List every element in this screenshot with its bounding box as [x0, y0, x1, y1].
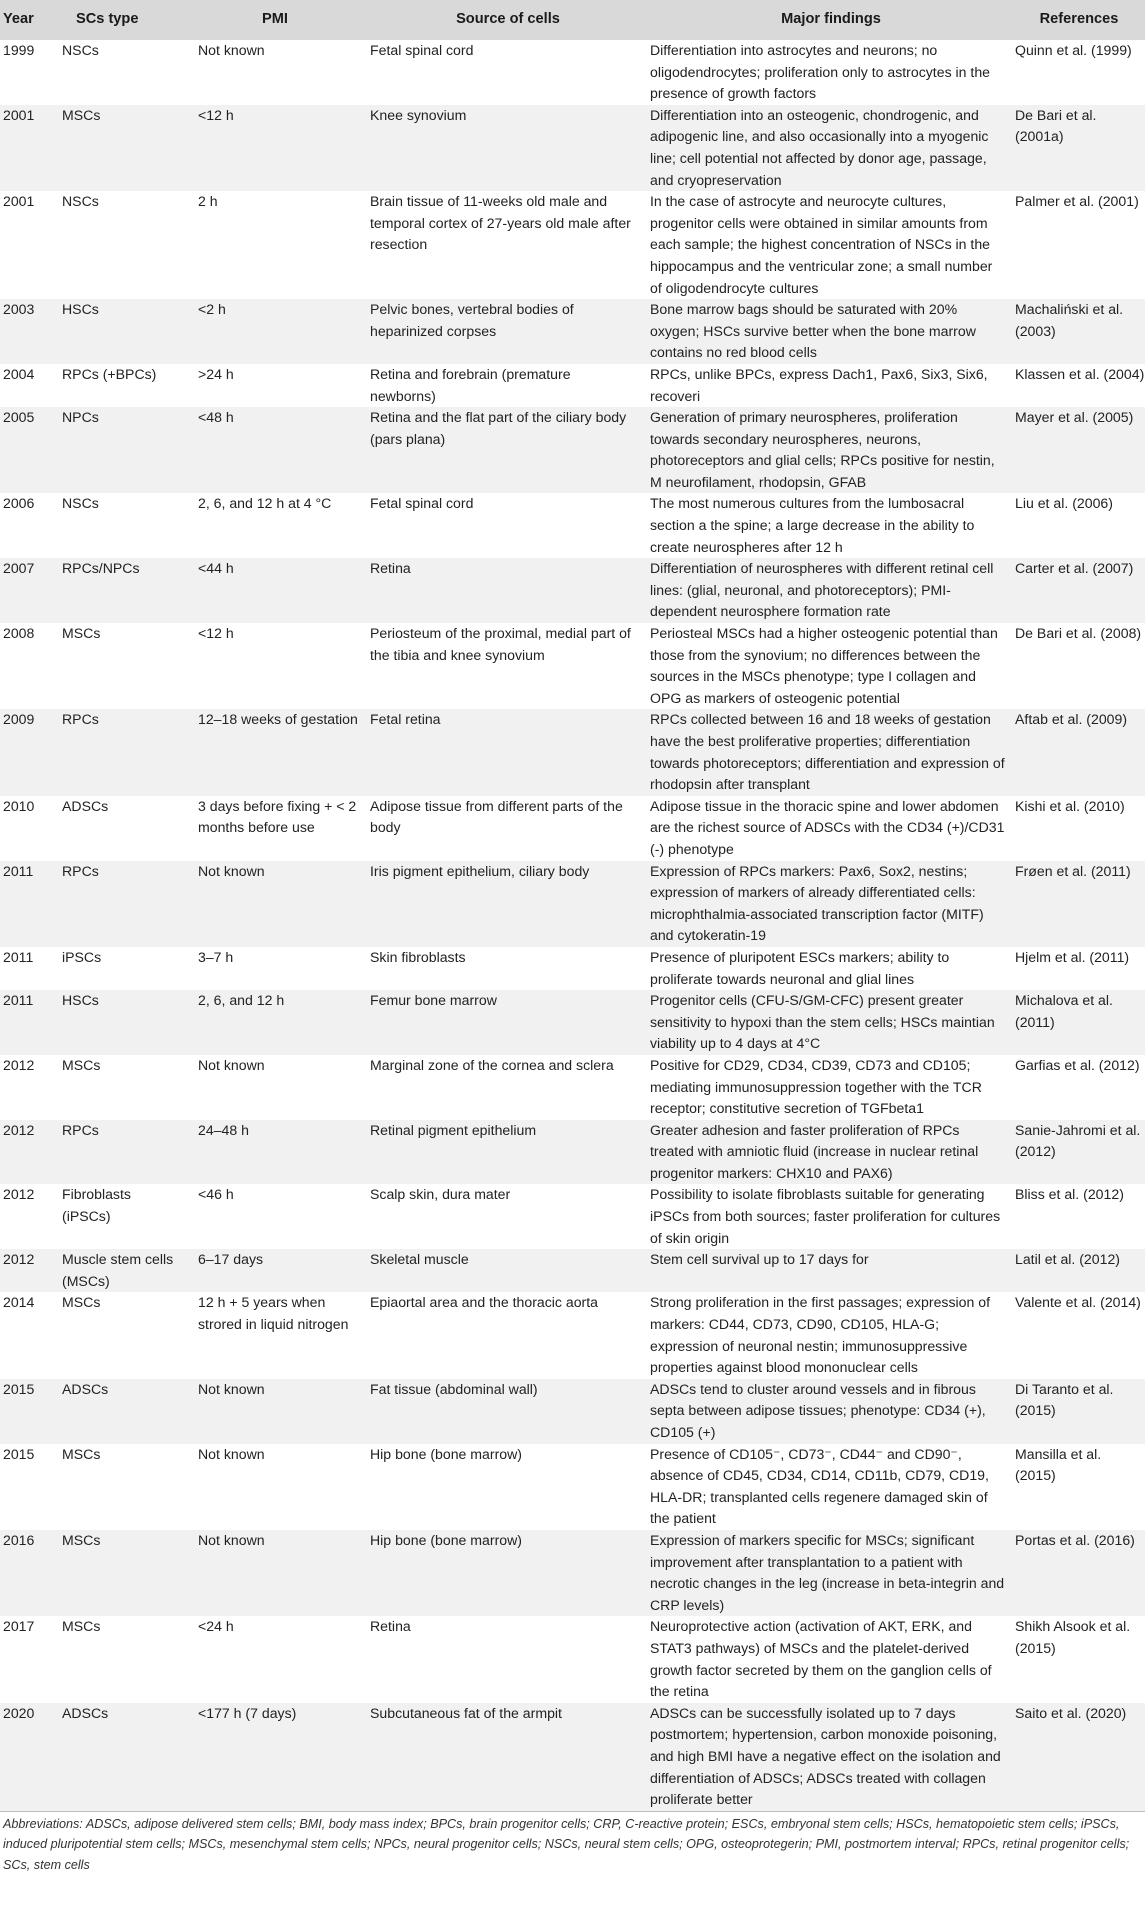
cell-year: 2003: [3, 301, 35, 318]
table-row: [0, 1444, 1145, 1530]
cell-reference: Saito et al. (2020): [1015, 1704, 1127, 1721]
cell-findings: RPCs, unlike BPCs, express Dach1, Pax6, Six3, Six6, recoveri: [650, 365, 988, 404]
cell-pmi: <12 h: [198, 625, 234, 642]
cell-scs-type: HSCs: [62, 301, 99, 318]
cell-findings: Neuroprotective action (activation of AKT, ERK, and STAT3 pathways) of MSCs and the platelet-derived growth factor secreted by them on the ganglion cells of the retina: [650, 1618, 992, 1700]
cell-reference: Mansilla et al. (2015): [1015, 1445, 1102, 1484]
cell-pmi: Not known: [198, 1531, 265, 1548]
cell-reference: Sanie-Jahromi et al. (2012): [1015, 1121, 1141, 1160]
cell-year: 2015: [3, 1380, 35, 1397]
cell-source: Fetal retina: [370, 711, 441, 728]
cell-scs-type: MSCs: [62, 1445, 101, 1462]
cell-source: Hip bone (bone marrow): [370, 1531, 522, 1548]
cell-reference: Hjelm et al. (2011): [1015, 948, 1130, 965]
cell-pmi: <24 h: [198, 1618, 234, 1635]
cell-scs-type: NSCs: [62, 495, 99, 512]
cell-reference: Shikh Alsook et al. (2015): [1015, 1618, 1131, 1656]
table-row: [0, 1616, 1145, 1702]
cell-year: 2017: [3, 1618, 35, 1635]
cell-pmi: 2, 6, and 12 h at 4 °C: [198, 495, 332, 512]
cell-reference: De Bari et al. (2001a): [1015, 106, 1097, 145]
cell-scs-type: ADSCs: [62, 1380, 109, 1397]
table-row: [0, 1184, 1145, 1249]
cell-findings: RPCs collected between 16 and 18 weeks of gestation have the best proliferative properties; differentiation towards photoreceptors; differentiation and expression of rhodopsin after transplant: [650, 711, 1005, 793]
cell-year: 2012: [3, 1056, 35, 1073]
cell-reference: Bliss et al. (2012): [1015, 1186, 1124, 1203]
cell-source: Fat tissue (abdominal wall): [370, 1380, 538, 1397]
table-row: [0, 299, 1145, 364]
cell-reference: Valente et al. (2014): [1015, 1294, 1141, 1311]
cell-year: 2011: [3, 992, 34, 1009]
table-row: [0, 1379, 1145, 1444]
cell-source: Retina and forebrain (premature newborns): [370, 365, 571, 404]
cell-pmi: Not known: [198, 1445, 265, 1462]
cell-findings: Presence of pluripotent ESCs markers; ability to proliferate towards neuronal and glial lines: [650, 948, 950, 987]
cell-findings: Generation of primary neurospheres, proliferation towards secondary neurospheres, neurons, photoreceptors and glial cells; RPCs positive for nestin, M neurofilament, rhodopsin, GFAB: [650, 409, 995, 490]
table-body: [0, 40, 1145, 1811]
cell-source: Iris pigment epithelium, ciliary body: [370, 862, 590, 879]
cell-source: Retina: [370, 1618, 411, 1635]
cell-reference: Klassen et al. (2004): [1015, 365, 1145, 382]
cell-reference: Kishi et al. (2010): [1015, 797, 1125, 814]
cell-pmi: 2 h: [198, 193, 218, 210]
cell-year: 2015: [3, 1445, 35, 1462]
cell-reference: Aftab et al. (2009): [1015, 711, 1128, 728]
cell-reference: Liu et al. (2006): [1015, 495, 1113, 512]
table-row: [0, 990, 1145, 1055]
cell-year: 2005: [3, 409, 35, 426]
cell-findings: Differentiation of neurospheres with different retinal cell lines: (glial, neuronal, and photoreceptors); PMI-dependent neurosphere formation rate: [650, 560, 994, 620]
table-row: [0, 1120, 1145, 1185]
cell-year: 2001: [3, 193, 35, 210]
table-row: [0, 364, 1145, 407]
table-row: [0, 623, 1145, 709]
cell-source: Brain tissue of 11-weeks old male and temporal cortex of 27-years old male after resection: [370, 193, 631, 253]
table-row: [0, 1292, 1145, 1378]
cell-year: 2008: [3, 625, 35, 642]
cell-reference: Garfias et al. (2012): [1015, 1056, 1140, 1073]
column-header-major-findings: Major findings: [781, 11, 881, 28]
cell-source: Skeletal muscle: [370, 1251, 469, 1268]
cell-reference: Latil et al. (2012): [1015, 1251, 1120, 1268]
cell-findings: Positive for CD29, CD34, CD39, CD73 and CD105; mediating immunosuppression together with the TCR receptor; constitutive secretion of TGFbeta1: [650, 1056, 982, 1117]
cell-reference: Portas et al. (2016): [1015, 1531, 1135, 1548]
header-row: [0, 0, 1145, 40]
cell-findings: Greater adhesion and faster proliferation of RPCs treated with amniotic fluid (increase in nuclear retinal progenitor markers: CHX10 and PAX6): [650, 1121, 979, 1181]
cell-findings: Differentiation into astrocytes and neurons; no oligodendrocytes; proliferation only to astrocytes in the presence of growth factors: [650, 42, 991, 102]
cell-scs-type: MSCs: [62, 1618, 101, 1635]
table-row: [0, 1249, 1145, 1292]
cell-scs-type: RPCs: [62, 1121, 99, 1138]
cell-pmi: 6–17 days: [198, 1251, 264, 1268]
cell-scs-type: NSCs: [62, 193, 99, 210]
cell-year: 2009: [3, 711, 35, 728]
cell-pmi: 2, 6, and 12 h: [198, 992, 285, 1009]
table-row: [0, 796, 1145, 861]
cell-pmi: <12 h: [198, 106, 234, 123]
cell-year: 2010: [3, 797, 35, 814]
cell-findings: Adipose tissue in the thoracic spine and lower abdomen are the richest source of ADSCs with the CD34 (+)/CD31 (-) phenotype: [650, 797, 1005, 857]
column-header-year: Year: [3, 11, 34, 28]
cell-scs-type: Muscle stem cells (MSCs): [62, 1251, 174, 1289]
cell-pmi: <48 h: [198, 409, 234, 426]
column-header-pmi: PMI: [262, 11, 288, 28]
cell-scs-type: ADSCs: [62, 797, 109, 814]
cell-reference: Mayer et al. (2005): [1015, 409, 1134, 426]
cell-source: Skin fibroblasts: [370, 948, 466, 965]
cell-pmi: Not known: [198, 1056, 265, 1073]
cell-findings: Periosteal MSCs had a higher osteogenic potential than those from the synovium; no differences between the sources in the MSCs phenotype; type I collagen and OPG as markers of osteogenic potential: [650, 625, 998, 706]
cell-scs-type: MSCs: [62, 1294, 101, 1311]
cell-findings: The most numerous cultures from the lumbosacral section a the spine; a large decrease in the ability to create neurospheres after 12 h: [650, 495, 975, 555]
cell-pmi: 24–48 h: [198, 1121, 249, 1138]
cell-pmi: Not known: [198, 42, 265, 58]
cell-findings: Expression of markers specific for MSCs; significant improvement after transplantation to a patient with necrotic changes in the leg (increase in beta-integrin and CRP levels): [650, 1531, 1005, 1613]
cell-year: 2016: [3, 1531, 35, 1548]
cell-pmi: <177 h (7 days): [198, 1704, 297, 1721]
table-row: [0, 709, 1145, 795]
abbreviations-footnote: Abbreviations: ADSCs, adipose delivered stem cells; BMI, body mass index; BPCs, brain progenitor cells; CRP, C-reactive protein; ESCs, embryonal stem cells; HSCs, hematopoietic stem cells; iPSCs, induced pluripotential stem cells; MSCs, mesenchymal stem cells; NPCs, neural progenitor cells; NSCs, neural stem cells; OPG, osteoprotegerin; PMI, postmortem interval; RPCs, retinal progenitor cells; SCs, stem cells: [0, 1811, 1145, 1876]
cell-findings: Strong proliferation in the first passages; expression of markers: CD44, CD73, CD90, CD105, HLA-G; expression of neuronal nestin; immunosuppressive properties against blood mononuclear cells: [650, 1294, 990, 1376]
cell-source: Epiaortal area and the thoracic aorta: [370, 1294, 598, 1311]
cell-year: 2001: [3, 106, 35, 123]
cell-pmi: >24 h: [198, 365, 234, 382]
cell-year: 2012: [3, 1251, 35, 1268]
table-row: [0, 493, 1145, 558]
cell-year: 1999: [3, 42, 35, 58]
cell-findings: Differentiation into an osteogenic, chondrogenic, and adipogenic line, and also occasionally into a myogenic line; cell potential not affected by donor age, passage, and cryopreservation: [650, 106, 989, 188]
cell-reference: Michalova et al. (2011): [1015, 992, 1113, 1030]
cell-pmi: 12 h + 5 years when strored in liquid nitrogen: [198, 1294, 349, 1333]
cell-scs-type: NPCs: [62, 409, 99, 426]
cell-source: Scalp skin, dura mater: [370, 1186, 511, 1203]
cell-year: 2007: [3, 560, 35, 577]
column-header-scs-type: SCs type: [76, 11, 139, 28]
cell-source: Fetal spinal cord: [370, 495, 474, 512]
cell-scs-type: MSCs: [62, 625, 101, 642]
column-header-source-of-cells: Source of cells: [456, 11, 560, 28]
cell-reference: Frøen et al. (2011): [1015, 862, 1131, 879]
cell-pmi: <2 h: [198, 301, 226, 318]
cell-source: Retina and the flat part of the ciliary body (pars plana): [370, 409, 627, 447]
table-row: [0, 1530, 1145, 1616]
cell-findings: ADSCs can be successfully isolated up to 7 days postmortem; hypertension, carbon monoxide poisoning, and high BMI have a negative effect on the isolation and differentiation of ADSCs; ADSCs treated with collagen proliferate better: [650, 1704, 1001, 1808]
cell-source: Adipose tissue from different parts of the body: [370, 797, 623, 836]
cell-reference: Palmer et al. (2001): [1015, 193, 1139, 210]
cell-source: Hip bone (bone marrow): [370, 1445, 522, 1462]
cell-scs-type: RPCs: [62, 862, 99, 879]
cell-findings: Presence of CD105⁻, CD73⁻, CD44⁻ and CD90⁻, absence of CD45, CD34, CD14, CD11b, CD79, CD19, HLA-DR; transplanted cells regenere damaged skin of the patient: [650, 1445, 989, 1527]
cell-scs-type: MSCs: [62, 1531, 101, 1548]
cell-year: 2004: [3, 365, 35, 382]
cell-source: Pelvic bones, vertebral bodies of heparinized corpses: [370, 301, 574, 339]
cell-pmi: Not known: [198, 862, 265, 879]
cell-scs-type: RPCs/NPCs: [62, 560, 140, 577]
table-row: [0, 861, 1145, 947]
cell-reference: Machaliński et al. (2003): [1015, 301, 1124, 339]
cell-findings: Bone marrow bags should be saturated with 20% oxygen; HSCs survive better when the bone marrow contains no red blood cells: [650, 301, 976, 361]
cell-year: 2012: [3, 1121, 35, 1138]
column-header-references: References: [1039, 11, 1119, 28]
cell-pmi: 12–18 weeks of gestation: [198, 711, 358, 728]
table-row: [0, 558, 1145, 623]
cell-scs-type: iPSCs: [62, 948, 102, 965]
cell-pmi: 3–7 h: [198, 948, 234, 965]
cell-source: Subcutaneous fat of the armpit: [370, 1704, 562, 1721]
cell-reference: Quinn et al. (1999): [1015, 42, 1132, 58]
cell-scs-type: RPCs: [62, 711, 99, 728]
cell-source: Femur bone marrow: [370, 992, 497, 1009]
cell-findings: Possibility to isolate fibroblasts suitable for generating iPSCs from both sources; faster proliferation for cultures of skin origin: [650, 1186, 1001, 1246]
cell-scs-type: MSCs: [62, 106, 101, 123]
cell-findings: Progenitor cells (CFU-S/GM-CFC) present greater sensitivity to hypoxi than the stem cells; HSCs maintian viability up to 4 days at 4°C: [650, 992, 995, 1052]
cell-year: 2006: [3, 495, 35, 512]
cell-pmi: <44 h: [198, 560, 234, 577]
table-row: [0, 40, 1145, 105]
cell-pmi: 3 days before fixing + < 2 months before use: [198, 797, 357, 836]
table-row: [0, 191, 1145, 299]
cell-reference: Di Taranto et al. (2015): [1015, 1380, 1114, 1419]
cell-year: 2012: [3, 1186, 35, 1203]
cell-source: Fetal spinal cord: [370, 42, 474, 58]
table-row: [0, 105, 1145, 191]
cell-year: 2011: [3, 862, 34, 879]
cell-source: Periosteum of the proximal, medial part of the tibia and knee synovium: [370, 625, 631, 663]
cell-reference: Carter et al. (2007): [1015, 560, 1134, 577]
table-row: [0, 407, 1145, 493]
cell-year: 2014: [3, 1294, 35, 1311]
table-header: [0, 0, 1145, 40]
cell-source: Retina: [370, 560, 411, 577]
cell-scs-type: HSCs: [62, 992, 99, 1009]
cell-year: 2011: [3, 948, 34, 965]
cell-scs-type: RPCs (+BPCs): [62, 365, 157, 382]
cell-scs-type: ADSCs: [62, 1704, 109, 1721]
table-row: [0, 947, 1145, 990]
cell-scs-type: MSCs: [62, 1056, 101, 1073]
table-row: [0, 1703, 1145, 1811]
cell-findings: Expression of RPCs markers: Pax6, Sox2, nestins; expression of markers of already differentiated cells: microphthalmia-associated transcription factor (MITF) and cytokeratin-19: [650, 862, 984, 944]
cell-scs-type: NSCs: [62, 42, 99, 58]
cell-source: Retinal pigment epithelium: [370, 1121, 537, 1138]
cell-findings: Stem cell survival up to 17 days for: [650, 1251, 869, 1268]
cell-source: Knee synovium: [370, 106, 467, 123]
cell-source: Marginal zone of the cornea and sclera: [370, 1056, 614, 1073]
cell-scs-type: Fibroblasts (iPSCs): [62, 1186, 131, 1225]
cell-reference: De Bari et al. (2008): [1015, 625, 1142, 642]
cell-findings: In the case of astrocyte and neurocyte cultures, progenitor cells were obtained in similar amounts from each sample; the highest concentration of NSCs in the hippocampus and the ventricular zone; a small number of oligodendrocyte cultures: [650, 193, 993, 296]
cell-findings: ADSCs tend to cluster around vessels and in fibrous septa between adipose tissues; phenotype: CD34 (+), CD105 (+): [650, 1380, 986, 1440]
cell-year: 2020: [3, 1704, 35, 1721]
cell-pmi: <46 h: [198, 1186, 234, 1203]
cell-pmi: Not known: [198, 1380, 265, 1397]
table-row: [0, 1055, 1145, 1120]
